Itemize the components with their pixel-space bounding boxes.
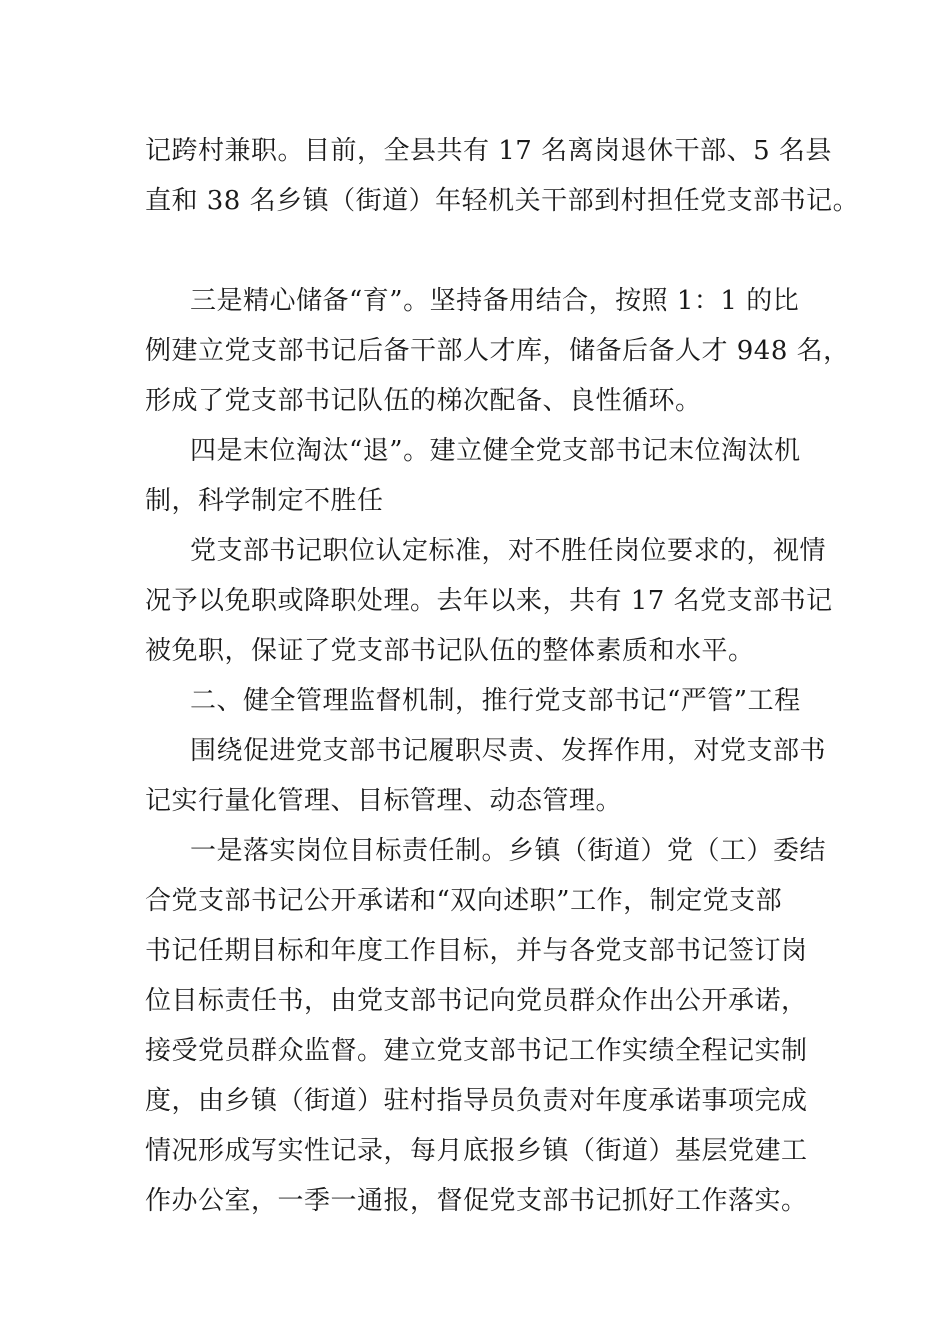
text-line: 制，科学制定不胜任 (145, 486, 384, 516)
section-heading: 二、健全管理监督机制，推行党支部书记“严管”工程 (190, 686, 801, 716)
text-line: 书记任期目标和年度工作目标，并与各党支部书记签订岗 (145, 936, 808, 966)
text-line: 作办公室，一季一通报，督促党支部书记抓好工作落实。 (145, 1186, 808, 1216)
text-line: 一是落实岗位目标责任制。乡镇（街道）党（工）委结 (190, 836, 827, 866)
text-line: 三是精心储备“育”。坚持备用结合，按照 1：1 的比 (190, 286, 800, 316)
text-line: 记实行量化管理、目标管理、动态管理。 (145, 786, 623, 816)
text-line: 况予以免职或降职处理。去年以来，共有 17 名党支部书记 (145, 586, 833, 616)
text-line: 围绕促进党支部书记履职尽责、发挥作用，对党支部书 (190, 736, 827, 766)
text-line: 接受党员群众监督。建立党支部书记工作实绩全程记实制 (145, 1036, 808, 1066)
text-line: 直和 38 名乡镇（街道）年轻机关干部到村担任党支部书记。 (145, 186, 860, 216)
text-line: 被免职，保证了党支部书记队伍的整体素质和水平。 (145, 636, 755, 666)
text-line: 形成了党支部书记队伍的梯次配备、良性循环。 (145, 386, 702, 416)
text-line: 度，由乡镇（街道）驻村指导员负责对年度承诺事项完成 (145, 1086, 808, 1116)
text-line: 情况形成写实性记录，每月底报乡镇（街道）基层党建工 (145, 1136, 808, 1166)
text-line: 合党支部书记公开承诺和“双向述职”工作，制定党支部 (145, 886, 783, 916)
text-line: 党支部书记职位认定标准，对不胜任岗位要求的，视情 (190, 536, 827, 566)
text-line: 四是末位淘汰“退”。建立健全党支部书记末位淘汰机 (190, 436, 801, 466)
text-line: 例建立党支部书记后备干部人才库，储备后备人才 948 名， (145, 336, 850, 366)
text-line: 记跨村兼职。目前，全县共有 17 名离岗退休干部、5 名县 (145, 136, 832, 166)
text-line: 位目标责任书，由党支部书记向党员群众作出公开承诺， (145, 986, 808, 1016)
